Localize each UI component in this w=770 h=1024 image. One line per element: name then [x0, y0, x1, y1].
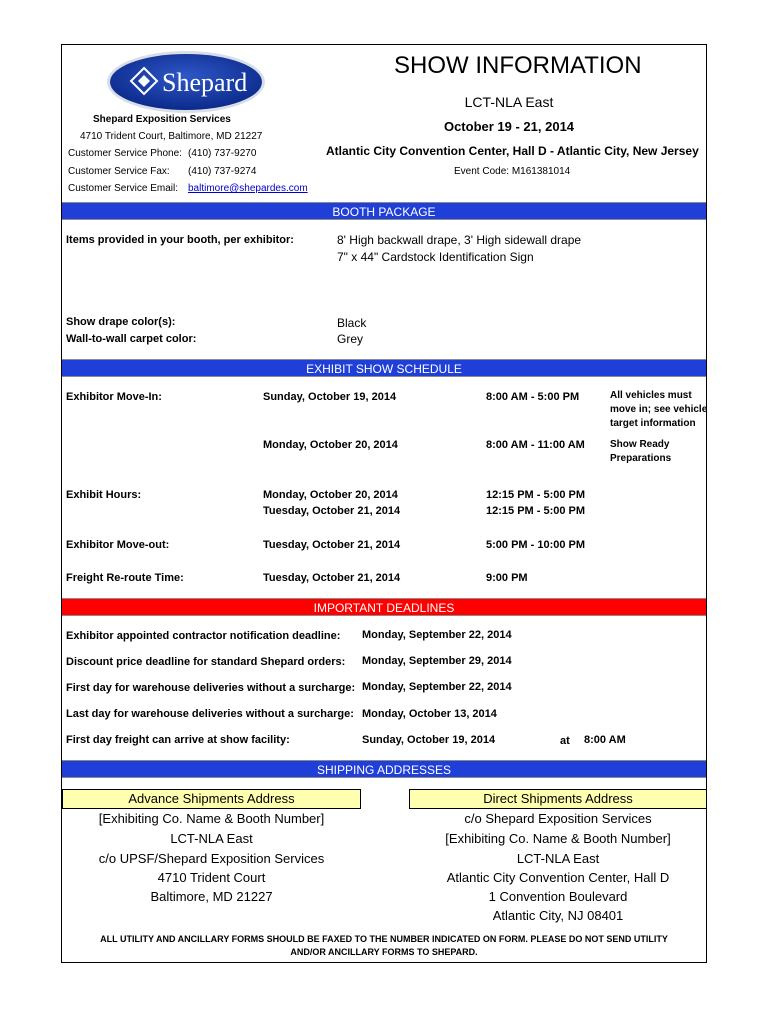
move-in-note: target information — [610, 418, 696, 429]
deadline-value: Sunday, October 19, 2014 — [362, 734, 496, 746]
move-in-note: All vehicles must — [610, 390, 692, 401]
move-in-time: 8:00 AM - 11:00 AM — [486, 439, 585, 451]
move-in-note: Show Ready — [610, 439, 670, 450]
exhibit-hours-time: 12:15 PM - 5:00 PM — [486, 505, 586, 517]
fax-value: (410) 737-9274 — [188, 166, 257, 177]
footer-notice: AND/OR ANCILLARY FORMS TO SHEPARD. — [290, 947, 478, 957]
direct-address-line: Atlantic City Convention Center, Hall D — [446, 870, 670, 885]
deadline-value: Monday, September 22, 2014 — [362, 681, 512, 693]
exhibit-hours-date: Tuesday, October 21, 2014 — [263, 505, 401, 517]
direct-address-line: [Exhibiting Co. Name & Booth Number] — [445, 831, 671, 846]
deadline-value: Monday, September 29, 2014 — [362, 655, 512, 667]
drape-color-value: Black — [337, 316, 367, 330]
booth-item: 7" x 44" Cardstock Identification Sign — [337, 250, 534, 264]
carpet-color-label: Wall-to-wall carpet color: — [66, 333, 197, 345]
footer-notice: ALL UTILITY AND ANCILLARY FORMS SHOULD BE FAXED TO THE NUMBER INDICATED ON FORM. PLEASE DO NOT SEND UTILITY — [100, 934, 668, 944]
carpet-color-value: Grey — [337, 332, 364, 346]
advance-address-title: Advance Shipments Address — [62, 789, 361, 809]
event-name: LCT-NLA East — [464, 94, 554, 110]
booth-package-heading: BOOTH PACKAGE — [62, 202, 706, 220]
deadline-label: Discount price deadline for standard Shepard orders: — [66, 656, 346, 668]
move-in-note: move in; see vehicle — [610, 404, 708, 415]
move-out-label: Exhibitor Move-out: — [66, 539, 170, 551]
move-in-date: Monday, October 20, 2014 — [263, 439, 398, 451]
deadline-value: Monday, September 22, 2014 — [362, 629, 512, 641]
schedule-heading: EXHIBIT SHOW SCHEDULE — [62, 359, 706, 377]
advance-address-line: LCT-NLA East — [170, 831, 253, 846]
freight-reroute-time: 9:00 PM — [486, 572, 528, 584]
move-in-note: Preparations — [610, 453, 672, 464]
event-code: Event Code: M161381014 — [454, 166, 571, 177]
freight-reroute-date: Tuesday, October 21, 2014 — [263, 572, 401, 584]
shipping-heading: SHIPPING ADDRESSES — [62, 760, 706, 778]
deadline-label: First day freight can arrive at show facility: — [66, 734, 290, 746]
shepard-logo — [106, 50, 266, 114]
advance-address-line: 4710 Trident Court — [157, 870, 266, 885]
company-name: Shepard Exposition Services — [93, 114, 231, 125]
email-link[interactable]: baltimore@shepardes.com — [188, 183, 308, 194]
company-address: 4710 Trident Court, Baltimore, MD 21227 — [80, 131, 263, 142]
advance-address-line: Baltimore, MD 21227 — [150, 889, 273, 904]
exhibit-hours-label: Exhibit Hours: — [66, 489, 142, 501]
deadline-value: Monday, October 13, 2014 — [362, 708, 497, 720]
fax-label: Customer Service Fax: — [68, 166, 170, 177]
event-venue: Atlantic City Convention Center, Hall D - Atlantic City, New Jersey — [326, 144, 699, 158]
booth-item: 8' High backwall drape, 3' High sidewall drape — [337, 233, 582, 247]
move-in-date: Sunday, October 19, 2014 — [263, 391, 397, 403]
direct-address-line: LCT-NLA East — [516, 851, 600, 866]
event-dates: October 19 - 21, 2014 — [443, 119, 575, 134]
deadline-label: Exhibitor appointed contractor notification deadline: — [66, 630, 341, 642]
deadline-label: First day for warehouse deliveries without a surcharge: — [66, 682, 356, 694]
deadline-label: Last day for warehouse deliveries without a surcharge: — [66, 708, 354, 720]
page-title: SHOW INFORMATION — [394, 52, 642, 79]
email-label: Customer Service Email: — [68, 183, 179, 194]
move-out-date: Tuesday, October 21, 2014 — [263, 539, 401, 551]
move-in-label: Exhibitor Move-In: — [66, 391, 162, 403]
phone-value: (410) 737-9270 — [188, 148, 257, 159]
direct-address-line: Atlantic City, NJ 08401 — [492, 908, 624, 923]
exhibit-hours-date: Monday, October 20, 2014 — [263, 489, 398, 501]
exhibit-hours-time: 12:15 PM - 5:00 PM — [486, 489, 586, 501]
drape-color-label: Show drape color(s): — [66, 316, 176, 328]
phone-label: Customer Service Phone: — [68, 148, 182, 159]
booth-items-label: Items provided in your booth, per exhibitor: — [66, 234, 294, 246]
direct-address-title: Direct Shipments Address — [409, 789, 707, 809]
advance-address-line: [Exhibiting Co. Name & Booth Number] — [98, 811, 325, 826]
direct-address-line: c/o Shepard Exposition Services — [464, 811, 652, 826]
deadline-at-time: 8:00 AM — [584, 734, 626, 746]
freight-reroute-label: Freight Re-route Time: — [66, 572, 184, 584]
direct-address-line: 1 Convention Boulevard — [488, 889, 628, 904]
move-in-time: 8:00 AM - 5:00 PM — [486, 391, 580, 403]
deadline-at-label: at — [560, 735, 570, 747]
advance-address-line: c/o UPSF/Shepard Exposition Services — [98, 851, 325, 866]
move-out-time: 5:00 PM - 10:00 PM — [486, 539, 586, 551]
deadlines-heading: IMPORTANT DEADLINES — [62, 598, 706, 616]
logo-text: Shepard — [162, 68, 248, 97]
